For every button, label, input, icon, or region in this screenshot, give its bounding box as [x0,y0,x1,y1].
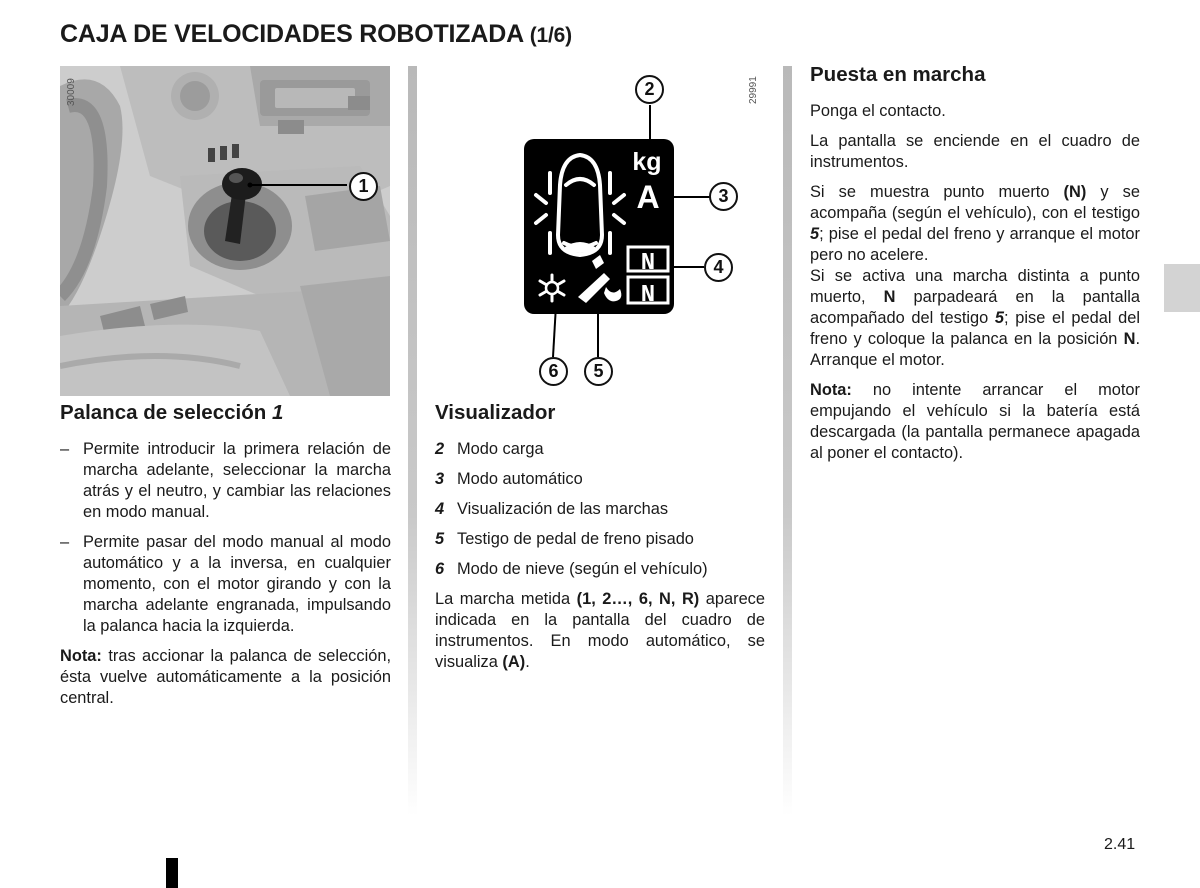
right-column [810,62,1140,473]
startup-note [810,380,1140,464]
gear-lever-photo [60,66,390,396]
legend-item [435,469,765,490]
column-divider-right [783,66,792,816]
display-diagram [520,75,770,395]
lever-heading [60,400,391,426]
note-text: tras accionar la palanca de selección, ésta vuelve automáticamente a la posición central. [60,647,391,707]
photo-ref-number: 30009 [66,78,77,106]
lever-heading-number: 1 [271,401,284,424]
page-title [60,20,572,49]
callout-3: 3 [709,182,738,211]
startup-paragraph-3 [810,182,1140,266]
left-column [60,400,391,718]
text-span: . [525,653,530,671]
text-bold: (N) [1063,183,1087,201]
text-span: ; pise el pedal del freno y coloque la palanca en la posición [810,309,1140,348]
page-title-text: CAJA DE VELOCIDADES ROBOTIZADA [60,20,524,48]
callout-leader-1 [60,66,390,396]
gear-indicator-bottom: N [640,282,656,309]
note-label: Nota: [60,647,102,665]
legend-label: Testigo de pedal de freno pisado [457,530,694,548]
text-bold: N [883,288,896,306]
text-span: aparece indicada en la pantalla del cuadro de instrumentos. En modo automático, se visualiza [435,590,765,671]
legend-label: Modo de nieve (según el vehículo) [457,560,708,578]
page-number: 2.41 [1104,836,1136,853]
auto-mode-symbol: A [636,179,660,215]
list-item-text: Permite introducir la primera relación de marcha adelante, seleccionar la marcha atrás y el neutro, y cambiar las relaciones en modo manual. [83,440,391,521]
legend-number: 3 [435,470,445,488]
gear-display-paragraph [435,589,765,673]
callout-1: 1 [349,172,378,201]
startup-paragraph-1: Ponga el contacto. [810,102,946,120]
note-text: no intente arrancar el motor empujando el vehículo si la batería está descargada (la pantalla permanece apagada al poner el contacto). [810,381,1140,462]
legend-number: 4 [435,500,445,518]
display-ref-number: 29991 [748,76,759,104]
legend-number: 5 [435,530,445,548]
legend-item [435,529,765,550]
display-heading: Visualizador [435,401,556,424]
lever-note [60,646,391,709]
legend-number: 2 [435,440,445,458]
column-divider-left [408,66,417,816]
legend-label: Modo automático [457,470,583,488]
legend-number: 6 [435,560,445,578]
list-item: – Permite pasar del modo manual al modo automático y a la inversa, en cualquier momento, con el motor girando y con la marcha adelante engranada, impulsando la palanca hacia la izquierda. [60,533,391,635]
legend-item [435,559,765,580]
startup-heading: Puesta en marcha [810,63,986,86]
startup-paragraph-4 [810,266,1140,371]
text-span: y se acompaña (según el vehículo), con el testigo [810,183,1140,222]
text-span: Si se activa una marcha distinta a punto muerto, [810,267,1140,306]
lever-heading-text: Palanca de selección [60,401,267,424]
load-mode-symbol: kg [632,148,662,176]
text-bold: (1, 2…, 6, N, R) [576,590,700,608]
callout-4: 4 [704,253,733,282]
legend-label: Visualización de las marchas [457,500,669,518]
list-item: – Permite introducir la primera relación de marcha adelante, seleccionar la marcha atrás y el neutro, y cambiar las relaciones en modo manual. [60,440,391,521]
text-span: ; pise el pedal del freno y arranque el motor pero no acelere. [810,225,1140,264]
middle-column [435,400,765,682]
text-span: . Arranque el motor. [810,330,1140,369]
legend-label: Modo carga [457,440,544,458]
text-bold: N [1123,330,1136,348]
callout-6: 6 [539,357,568,386]
gear-indicator-top: N [640,250,656,277]
text-span: parpadeará en la pantalla acompañado del testigo [810,288,1140,327]
text-span: Si se muestra punto muerto [810,183,1064,201]
footer-mark [166,858,178,888]
display-panel [520,75,770,395]
callout-5: 5 [584,357,613,386]
list-item-text: Permite pasar del modo manual al modo automático y a la inversa, en cualquier momento, con el motor girando y con la marcha adelante engranada, impulsando la palanca hacia la izquierda. [83,533,391,635]
legend-item [435,439,765,460]
page-title-part: (1/6) [529,24,572,47]
text-bold-italic: 5 [810,225,820,243]
callout-2: 2 [635,75,664,104]
startup-paragraph-2: La pantalla se enciende en el cuadro de instrumentos. [810,132,1140,171]
section-tab [1164,264,1200,312]
text-bold-italic: 5 [994,309,1005,327]
legend-item [435,499,765,520]
text-span: La marcha metida [435,590,577,608]
text-bold: (A) [502,653,526,671]
note-label: Nota: [810,381,852,399]
